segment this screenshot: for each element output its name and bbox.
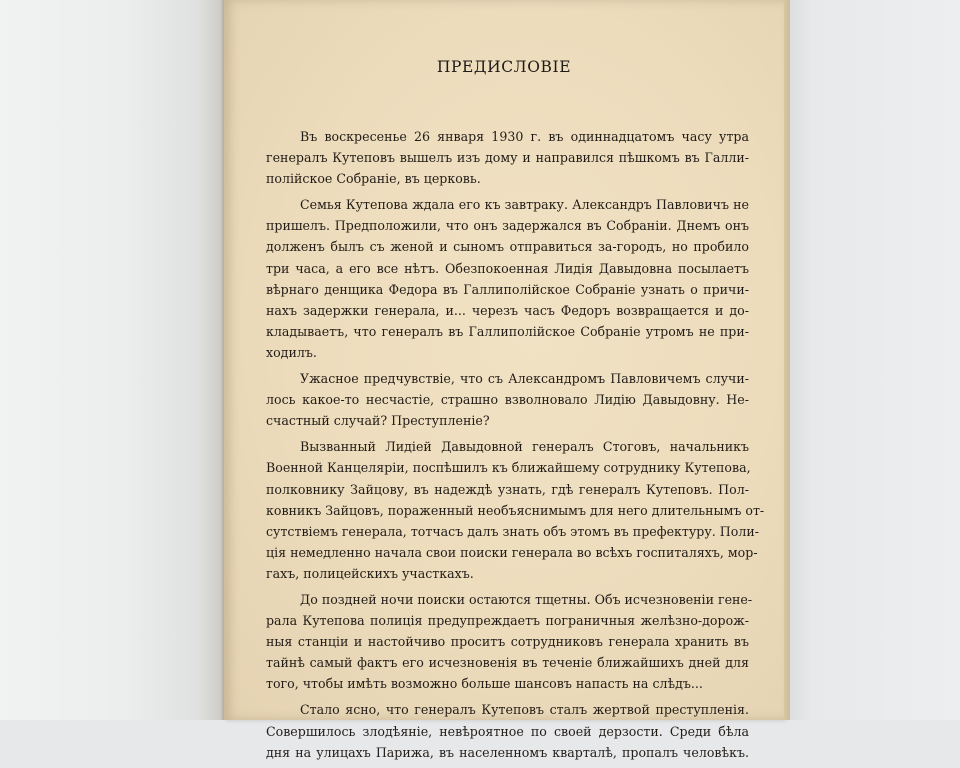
text-line: Ужасное предчувствіе, что съ Александромъ Павловичемъ случи-: [300, 371, 749, 387]
text-line: кладываетъ, что генералъ въ Галлиполійское Собраніе утромъ не при-: [266, 323, 749, 339]
text-line: Семья Кутепова ждала его къ завтраку. Александръ Павловичъ не: [300, 197, 749, 213]
text-line: нахъ задержки генерала, и... черезъ часъ Федоръ возвращается и до-: [266, 302, 749, 318]
page-edge: [784, 0, 790, 720]
text-line: вѣрнаго денщика Федора въ Галлиполійское Собраніе узнать о причи-: [266, 281, 749, 297]
text-line: долженъ былъ съ женой и сыномъ отправиться за-городъ, но пробило: [266, 239, 749, 255]
text-line: пришелъ. Предположили, что онъ задержался въ Собраніи. Днемъ онъ: [266, 218, 749, 234]
text-line: гахъ, полицейскихъ участкахъ.: [266, 565, 474, 581]
text-line: дня на улицахъ Парижа, въ населенномъ кварталѣ, пропалъ человѣкъ.: [266, 744, 749, 760]
text-line: Стало ясно, что генералъ Кутеповъ сталъ жертвой преступленія.: [300, 702, 749, 718]
text-line: сутствіемъ генерала, тотчасъ далъ знать объ этомъ въ префектуру. Поли-: [266, 523, 759, 539]
text-line: ція немедленно начала свои поиски генерала во всѣхъ госпиталяхъ, мор-: [266, 544, 758, 560]
paragraph: [266, 194, 749, 363]
page-heading: ПРЕДИСЛОВІЕ: [436, 58, 572, 76]
paragraph: [266, 368, 749, 431]
text-line: До поздней ночи поиски остаются тщетны. Объ исчезновеніи гене-: [300, 591, 753, 607]
text-line: полковнику Зайцову, въ надеждѣ узнать, гдѣ генералъ Кутеповъ. Пол-: [266, 481, 749, 497]
left-page: [0, 0, 226, 720]
text-line: того, чтобы имѣть возможно больше шансовъ напасть на слѣдъ...: [266, 676, 703, 692]
text-line: тайнѣ самый фактъ его исчезновенія въ теченіе ближайшихъ дней для: [266, 655, 749, 671]
text-line: три часа, а его все нѣтъ. Обезпокоенная Лидія Давыдовна посылаетъ: [266, 260, 749, 276]
text-line: Совершилось злодѣяніе, невѣроятное по своей дерзости. Среди бѣла: [266, 723, 749, 739]
paragraph: [266, 126, 749, 189]
background-surface: [780, 0, 960, 720]
paragraph: [266, 699, 749, 762]
text-line: ковникъ Зайцовъ, пораженный необъяснимымъ для него длительнымъ от-: [266, 502, 765, 518]
paragraph: [266, 436, 765, 584]
text-line: ходилъ.: [266, 344, 317, 360]
book-page: [224, 0, 784, 760]
text-line: рала Кутепова полиція предупреждаетъ пограничныя желѣзно-дорож-: [266, 613, 749, 629]
text-line: Въ воскресенье 26 января 1930 г. въ одиннадцатомъ часу утра: [300, 129, 749, 144]
text-line: полійское Собраніе, въ церковь.: [266, 171, 481, 187]
text-line: счастный случай? Преступленіе?: [266, 413, 490, 429]
text-line: Вызванный Лидіей Давыдовной генералъ Стоговъ, начальникъ: [300, 439, 749, 455]
text-line: Военной Канцеляріи, поспѣшилъ къ ближайшему сотруднику Кутепова,: [266, 460, 751, 476]
paragraph: [266, 589, 753, 694]
text-line: ныя станціи и настойчиво проситъ сотрудниковъ генерала хранить въ: [266, 634, 749, 650]
body-text: [266, 126, 765, 768]
text-line: лось какое-то несчастіе, страшно взволновало Лидію Давыдовну. Не-: [266, 392, 749, 408]
text-line: генералъ Кутеповъ вышелъ изъ дому и направился пѣшкомъ въ Галли-: [266, 150, 749, 166]
